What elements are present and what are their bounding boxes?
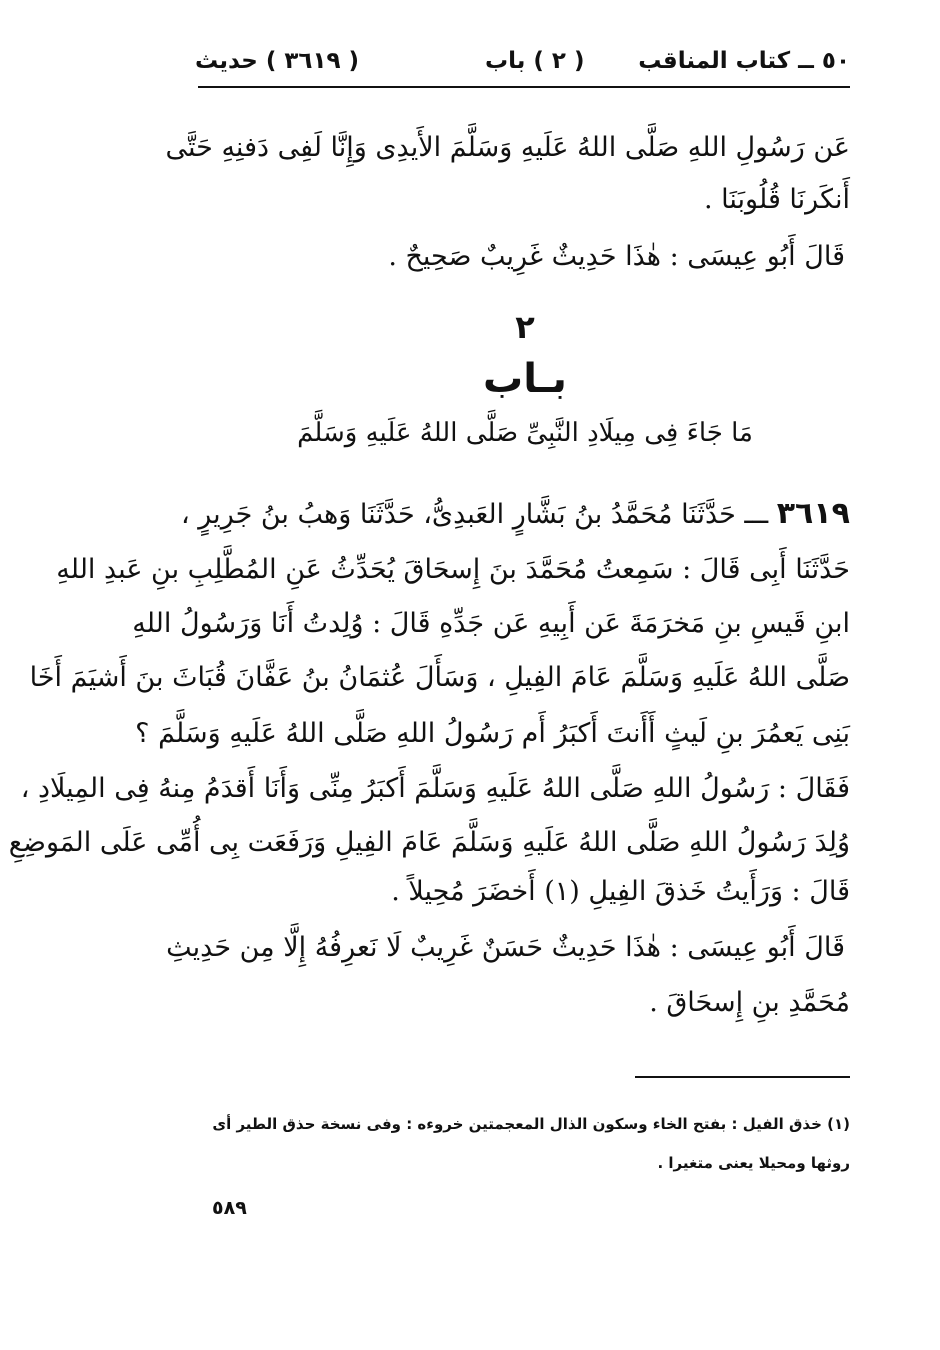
hadith-line: حَدَّثَنَا أَبِى قَالَ : سَمِعتُ مُحَمَّدَ بنَ إِسحَاقَ يُحَدِّثُ عَنِ المُطَّلِبِ بنِ عَبدِ اللهِ xyxy=(56,554,850,585)
body-line: قَالَ أَبُو عِيسَى : هٰذَا حَدِيثٌ غَرِيبٌ صَحِيحٌ . xyxy=(388,241,845,272)
header-rule xyxy=(198,86,850,88)
header-book-title: ٥٠ ــ كتاب المناقب xyxy=(638,48,850,74)
body-line: أَنكَرنَا قُلُوبَنَا . xyxy=(704,184,850,215)
body-line: عَن رَسُولِ اللهِ صَلَّى اللهُ عَلَيهِ وَسَلَّمَ الأَيدِى وَإِنَّا لَفِى دَفنِهِ حَتَّى xyxy=(165,132,850,163)
chapter-subtitle: مَا جَاءَ فِى مِيلَادِ النَّبِىِّ صَلَّى اللهُ عَلَيهِ وَسَلَّمَ xyxy=(297,418,753,448)
page-number: ٥٨٩ xyxy=(212,1197,247,1219)
commentary-line: مُحَمَّدِ بنِ إِسحَاقَ . xyxy=(649,987,850,1018)
hadith-line: بَنِى يَعمُرَ بنِ لَيثٍ أَأَنتَ أَكبَرُ أَم رَسُولُ اللهِ صَلَّى اللهُ عَلَيهِ وَسَلَّمَ ؟ xyxy=(135,718,850,749)
footnote-rule xyxy=(635,1076,850,1078)
chapter-title: بـاب xyxy=(483,356,567,402)
hadith-line: قَالَ : وَرَأَيتُ خَذقَ الفِيلِ (١) أَخضَرَ مُحِيلاً . xyxy=(391,876,850,907)
footnote-line: روثها ومحيلا يعنى متغيرا . xyxy=(657,1154,850,1172)
hadith-number: ٣٦١٩ xyxy=(776,496,850,531)
commentary-line: قَالَ أَبُو عِيسَى : هٰذَا حَدِيثٌ حَسَنٌ غَرِيبٌ لَا نَعرِفُهُ إِلَّا مِن حَدِيثِ xyxy=(166,932,845,963)
hadith-line: ابنِ قَيسِ بنِ مَخرَمَةَ عَن أَبِيهِ عَن جَدِّهِ قَالَ : وُلِدتُ أَنَا وَرَسُولُ اللهِ xyxy=(132,608,850,639)
hadith-line: صَلَّى اللهُ عَلَيهِ وَسَلَّمَ عَامَ الفِيلِ ، وَسَأَلَ عُثمَانُ بنُ عَفَّانَ قُبَاثَ بنَ أَشيَمَ أَخَا xyxy=(29,662,850,693)
header-hadith-number: ( ٣٦١٩ ) حديث xyxy=(195,48,360,74)
footnote-line: (١) خذق الفيل : بفتح الخاء وسكون الذال المعجمتين خروءه : وفى نسخة حذق الطير أى xyxy=(212,1115,850,1133)
running-header xyxy=(195,40,850,86)
hadith-line: فَقَالَ : رَسُولُ اللهِ صَلَّى اللهُ عَلَيهِ وَسَلَّمَ أَكبَرُ مِنِّى وَأَنَا أَقدَمُ مِنهُ فِى المِيلَادِ ، xyxy=(20,773,850,804)
hadith-first-line xyxy=(180,494,850,535)
header-chapter: ( ٢ ) باب xyxy=(485,48,585,74)
hadith-line: وُلِدَ رَسُولُ اللهِ صَلَّى اللهُ عَلَيهِ وَسَلَّمَ عَامَ الفِيلِ وَرَفَعَت بِى أُمِّى عَلَى المَوضِعِ xyxy=(8,827,850,858)
hadith-line: ـــ حَدَّثَنَا مُحَمَّدُ بنُ بَشَّارٍ العَبدِىُّ، حَدَّثَنَا وَهبُ بنُ جَرِيرٍ ، xyxy=(180,499,769,530)
chapter-number: ٢ xyxy=(515,308,535,346)
